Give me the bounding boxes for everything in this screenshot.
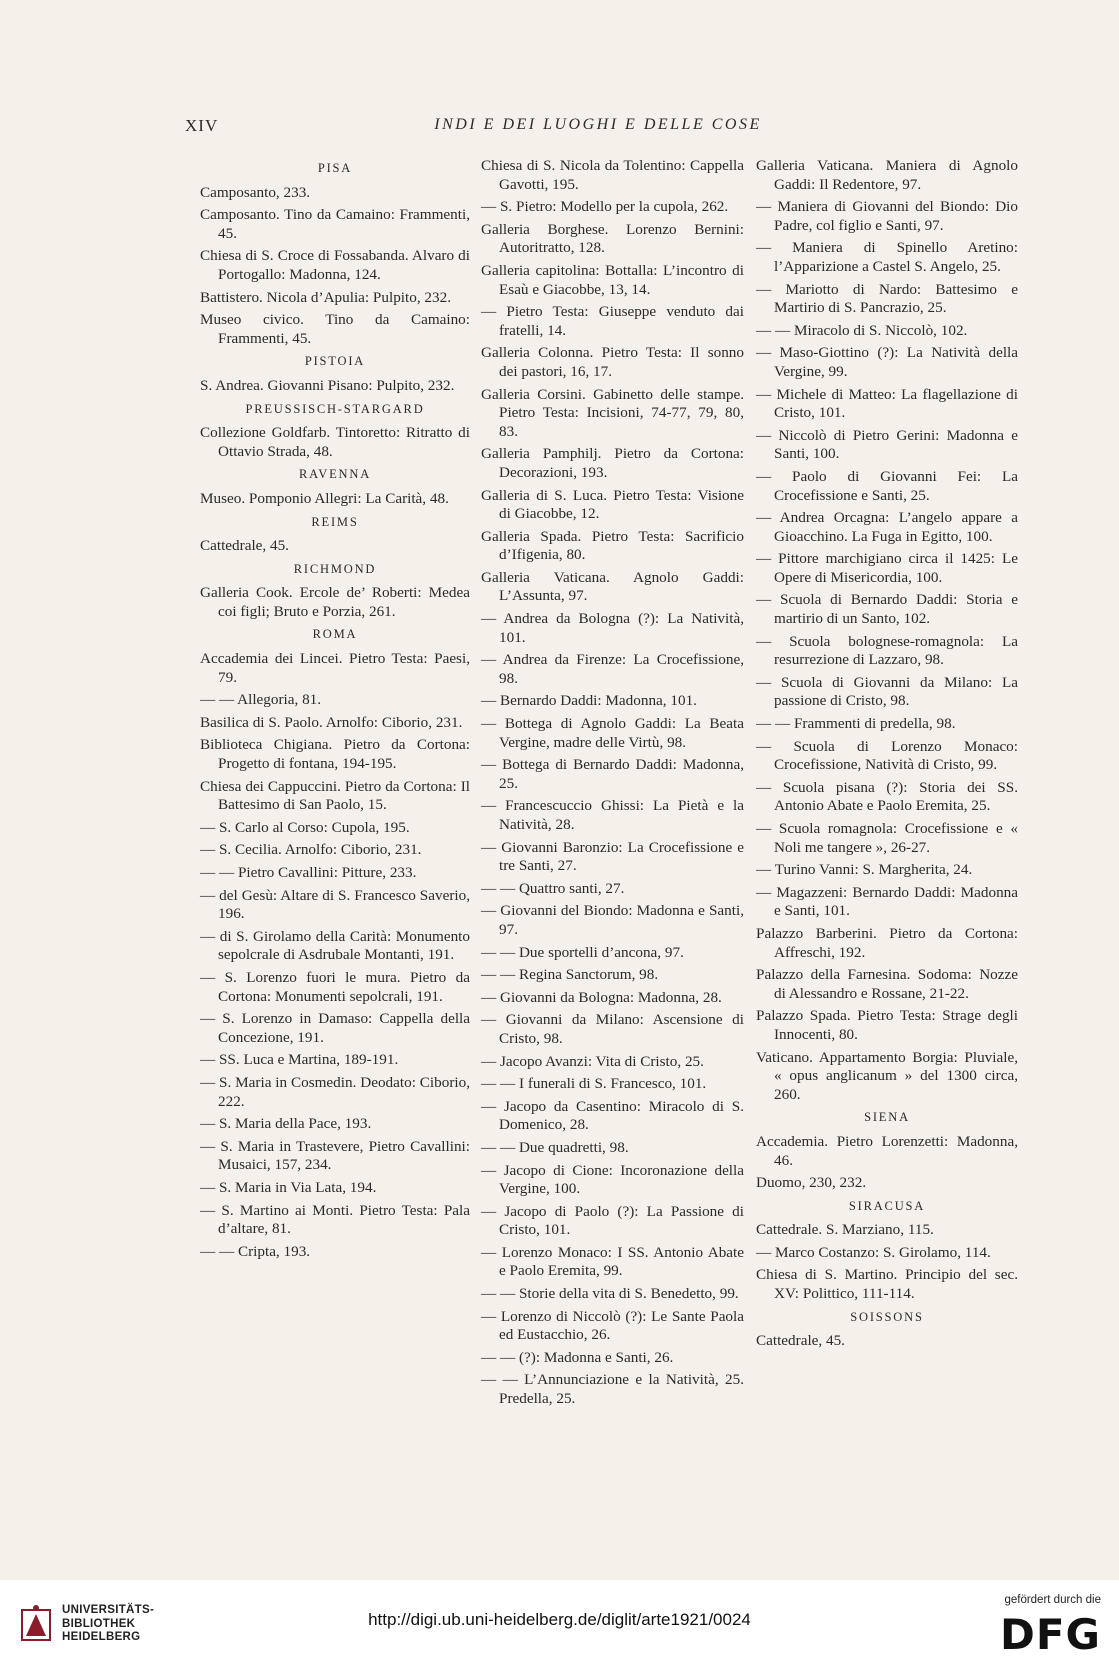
index-entry: — Andrea da Bologna (?): La Natività, 101. [481,610,744,646]
index-entry: — — L’Annunciazione e la Natività, 25. Predella, 25. [481,1371,744,1408]
index-column-3 [756,157,1018,1355]
index-entry: — — Quattro santi, 27. [481,879,625,897]
city-heading: REIMS [311,514,359,529]
index-entry: — — Due quadretti, 98. [481,1138,629,1156]
index-entry: — Jacopo da Casentino: Miracolo di S. Domenico, 28. [481,1097,744,1134]
index-entry: — Giovanni del Biondo: Madonna e Santi, 97. [481,902,744,938]
index-entry: — Paolo di Giovanni Fei: La Crocefissione e Santi, 25. [756,467,1018,504]
index-entry: — — Storie della vita di S. Benedetto, 99. [481,1285,739,1303]
city-heading: PISA [317,161,353,175]
index-entry: Accademia dei Lincei. Pietro Testa: Paesi, 79. [200,650,470,686]
index-entry: — S. Maria della Pace, 193. [200,1115,372,1133]
index-entry: Museo civico. Tino da Camaino: Frammenti, 45. [200,311,470,347]
index-entry: — Bottega di Agnolo Gaddi: La Beata Vergine, madre delle Virtù, 98. [481,715,744,751]
index-entry: — Maso-Giottino (?): La Natività della Vergine, 99. [756,344,1018,380]
index-entry: Galleria Cook. Ercole de’ Roberti: Medea coi figli; Bruto e Porzia, 261. [200,584,470,620]
index-entry: Chiesa di S. Croce di Fossabanda. Alvaro di Portogallo: Madonna, 124. [200,247,470,283]
index-entry: — Giovanni da Bologna: Madonna, 28. [481,988,722,1006]
index-entry: Chiesa di S. Martino. Principio del sec. XV: Polittico, 111-114. [756,1266,1018,1303]
index-entry: Vaticano. Appartamento Borgia: Pluviale, « opus anglicanum » del 1300 circa, 260. [756,1048,1018,1103]
document-url-link[interactable]: http://digi.ub.uni-heidelberg.de/diglit/arte1921/0024 [368,1610,751,1629]
index-entry: — Bottega di Bernardo Daddi: Madonna, 25. [481,756,744,792]
index-entry: Collezione Goldfarb. Tintoretto: Ritratto di Ottavio Strada, 48. [200,424,470,460]
index-entry: — S. Pietro: Modello per la cupola, 262. [481,198,729,216]
index-entry: Duomo, 230, 232. [756,1174,867,1192]
index-entry: Chiesa dei Cappuccini. Pietro da Cortona: Il Battesimo di San Paolo, 15. [200,777,470,814]
index-entry: — Scuola di Lorenzo Monaco: Crocefissione, Natività di Cristo, 99. [756,737,1018,774]
index-entry: — — Due sportelli d’ancona, 97. [481,943,684,961]
index-entry: — Maniera di Spinello Aretino: l’Apparizione a Castel S. Angelo, 25. [756,239,1018,275]
index-entry: — Giovanni Baronzio: La Crocefissione e tre Santi, 27. [481,838,744,875]
index-entry: — Magazzeni: Bernardo Daddi: Madonna e Santi, 101. [756,883,1018,920]
index-entry: Battistero. Nicola d’Apulia: Pulpito, 232. [200,288,451,306]
institution-line: UNIVERSITÄTS- [62,1604,155,1616]
index-entry: — SS. Luca e Martina, 189-191. [200,1051,399,1069]
index-entry: — Michele di Matteo: La flagellazione di Cristo, 101. [756,385,1018,422]
viewer-footer [0,1580,1119,1673]
index-entry: Basilica di S. Paolo. Arnolfo: Ciborio, 231. [200,713,463,731]
index-entry: Palazzo della Farnesina. Sodoma: Nozze di Alessandro e Rossane, 21-22. [756,966,1018,1002]
index-entry: — — (?): Madonna e Santi, 26. [481,1348,674,1366]
index-entry: Accademia. Pietro Lorenzetti: Madonna, 46. [756,1132,1018,1169]
index-entry: — Maniera di Giovanni del Biondo: Dio Padre, col figlio e Santi, 97. [756,198,1018,234]
index-entry: — S. Maria in Cosmedin. Deodato: Ciborio, 222. [200,1073,470,1110]
index-entry: — Scuola bolognese-romagnola: La resurrezione di Lazzaro, 98. [756,632,1018,669]
index-entry: Galleria di S. Luca. Pietro Testa: Visione di Giacobbe, 12. [481,486,744,523]
index-entry: Biblioteca Chigiana. Pietro da Cortona: Progetto di fontana, 194-195. [200,736,470,773]
index-entry: — S. Martino ai Monti. Pietro Testa: Pala d’altare, 81. [200,1201,470,1238]
index-entry: — Francescuccio Ghissi: La Pietà e la Natività, 28. [481,797,744,833]
index-entry: Palazzo Spada. Pietro Testa: Strage degli Innocenti, 80. [756,1007,1018,1043]
index-entry: — Pittore marchigiano circa il 1425: Le Opere di Misericordia, 100. [756,550,1018,586]
index-entry: — Jacopo Avanzi: Vita di Cristo, 25. [481,1052,704,1070]
city-heading: RICHMOND [293,561,377,576]
index-entry: Cattedrale, 45. [756,1332,845,1350]
running-title: INDI E DEI LUOGHI E DELLE COSE [434,116,762,133]
index-entry: Cattedrale. S. Marziano, 115. [756,1221,934,1239]
index-entry: — Mariotto di Nardo: Battesimo e Martirio di S. Pancrazio, 25. [756,280,1018,317]
index-entry: — Scuola di Giovanni da Milano: La passione di Cristo, 98. [756,673,1018,710]
index-entry: — Andrea da Firenze: La Crocefissione, 98. [481,651,744,687]
index-entry: — — Frammenti di predella, 98. [756,715,956,733]
city-heading: RAVENNA [298,467,372,482]
index-entry: — del Gesù: Altare di S. Francesco Saverio, 196. [200,886,470,923]
index-entry: — Niccolò di Pietro Gerini: Madonna e Santi, 100. [756,426,1018,463]
index-entry: — S. Maria in Trastevere, Pietro Cavallini: Musaici, 157, 234. [200,1137,470,1174]
index-entry: — — Cripta, 193. [200,1242,311,1260]
index-entry: — — Pietro Cavallini: Pitture, 233. [200,864,417,881]
index-entry: — S. Carlo al Corso: Cupola, 195. [200,818,410,836]
index-entry: — Bernardo Daddi: Madonna, 101. [481,692,697,710]
index-entry: Galleria capitolina: Bottalla: L’incontro di Esaù e Giacobbe, 13, 14. [481,261,744,298]
city-heading: SOISSONS [850,1309,924,1324]
index-entry: — S. Lorenzo in Damaso: Cappella della Concezione, 191. [200,1010,470,1046]
index-entry: Museo. Pomponio Allegri: La Carità, 48. [200,489,449,507]
index-entry: — — Miracolo di S. Niccolò, 102. [756,321,968,339]
index-entry: Galleria Spada. Pietro Testa: Sacrificio d’Ifigenia, 80. [481,527,744,564]
index-column-1 [200,157,470,1265]
institution-line: HEIDELBERG [62,1631,141,1643]
funding-caption: gefördert durch die [1004,1594,1101,1606]
index-entry: — — Regina Sanctorum, 98. [481,966,659,984]
index-entry: Palazzo Barberini. Pietro da Cortona: Affreschi, 192. [756,924,1018,961]
index-entry: S. Andrea. Giovanni Pisano: Pulpito, 232. [200,376,455,394]
index-entry: — Scuola pisana (?): Storia dei SS. Antonio Abate e Paolo Eremita, 25. [756,778,1018,815]
city-heading: PREUSSISCH-STARGARD [245,401,425,416]
index-entry: — — Allegoria, 81. [200,691,322,709]
index-entry: Galleria Pamphilj. Pietro da Cortona: Decorazioni, 193. [481,445,744,481]
index-entry: Galleria Vaticana. Maniera di Agnolo Gaddi: Il Redentore, 97. [756,157,1018,193]
index-entry: Cattedrale, 45. [200,537,289,555]
index-entry: — Scuola di Bernardo Daddi: Storia e martirio di un Santo, 102. [756,591,1018,628]
index-entry: — Marco Costanzo: S. Girolamo, 114. [756,1243,991,1261]
page-number: XIV [185,116,219,135]
index-entry: Galleria Colonna. Pietro Testa: Il sonno dei pastori, 16, 17. [481,344,744,380]
index-entry: — Jacopo di Paolo (?): La Passione di Cristo, 101. [481,1202,744,1239]
index-entry: Galleria Vaticana. Agnolo Gaddi: L’Assunta, 97. [481,568,744,605]
index-entry: — di S. Girolamo della Carità: Monumento sepolcrale di Asdrubale Montanti, 191. [200,927,470,964]
index-entry: — — I funerali di S. Francesco, 101. [481,1075,707,1093]
institution-line: BIBLIOTHEK [62,1617,136,1630]
index-column-2 [481,157,744,1413]
index-entry: — Lorenzo Monaco: I SS. Antonio Abate e Paolo Eremita, 99. [481,1243,744,1280]
index-entry: — Giovanni da Milano: Ascensione di Cristo, 98. [481,1011,744,1047]
index-entry: — Andrea Orcagna: L’angelo appare a Gioacchino. La Fuga in Egitto, 100. [756,509,1018,545]
index-entry: Chiesa di S. Nicola da Tolentino: Cappella Gavotti, 195. [481,157,744,193]
index-entry: Camposanto. Tino da Camaino: Frammenti, 45. [200,206,470,242]
index-entry: — Scuola romagnola: Crocefissione e « Noli me tangere », 26-27. [756,820,1018,856]
dfg-logo: DFG [999,1610,1101,1659]
index-entry: — Jacopo di Cione: Incoronazione della Vergine, 100. [481,1161,744,1198]
index-entry: Galleria Corsini. Gabinetto delle stampe. Pietro Testa: Incisioni, 74-77, 79, 80, 83. [481,385,744,440]
index-entry: — S. Maria in Via Lata, 194. [200,1178,377,1196]
index-entry: — S. Lorenzo fuori le mura. Pietro da Cortona: Monumenti sepolcrali, 191. [200,968,470,1005]
city-heading: SIENA [864,1110,910,1125]
index-entry: — Pietro Testa: Giuseppe venduto dai fratelli, 14. [481,303,744,339]
city-heading: SIRACUSA [848,1198,926,1213]
index-entry: — S. Cecilia. Arnolfo: Ciborio, 231. [200,841,422,859]
index-entry: Camposanto, 233. [200,183,311,201]
page-header [185,116,1011,140]
city-heading: ROMA [312,627,358,642]
city-heading: PISTOIA [304,354,366,369]
index-entry: — Lorenzo di Niccolò (?): Le Sante Paola ed Eustacchio, 26. [481,1307,744,1344]
index-entry: Galleria Borghese. Lorenzo Bernini: Autoritratto, 128. [481,220,744,257]
index-entry: — Turino Vanni: S. Margherita, 24. [756,861,973,879]
